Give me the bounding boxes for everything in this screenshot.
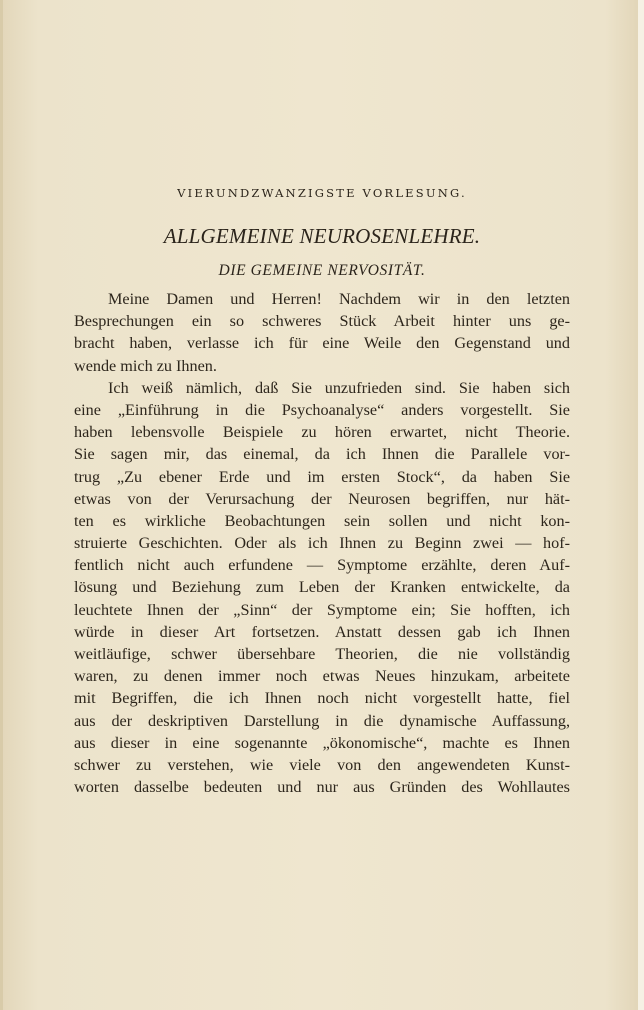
text-line: eine „Einführung in die Psychoanalyse“ anders vorgestellt. Sie <box>74 400 570 419</box>
chapter-title: ALLGEMEINE NEUROSENLEHRE. <box>163 224 481 248</box>
text-line: trug „Zu ebener Erde und im ersten Stock“, da haben Sie <box>74 467 570 486</box>
text-line: etwas von der Verursachung der Neurosen begriffen, nur hät- <box>74 489 570 508</box>
text-line: Ich weiß nämlich, daß Sie unzufrieden sind. Sie haben sich <box>108 378 570 397</box>
text-line: Sie sagen mir, das einemal, da ich Ihnen die Parallele vor- <box>74 445 570 464</box>
text-line: wende mich zu Ihnen. <box>74 356 217 375</box>
text-line: mit Begriffen, die ich Ihnen noch nicht vorgestellt hatte, fiel <box>74 689 570 708</box>
text-line: ten es wirkliche Beobachtungen sein sollen und nicht kon- <box>74 511 570 530</box>
text-line: würde in dieser Art fortsetzen. Anstatt dessen gab ich Ihnen <box>74 622 570 641</box>
text-line: struierte Geschichten. Oder als ich Ihnen zu Beginn zwei — hof- <box>74 534 570 553</box>
text-line: weitläufige, schwer übersehbare Theorien, die nie vollständig <box>74 645 570 663</box>
page-left-edge <box>0 0 3 1010</box>
text-line: leuchtete Ihnen der „Sinn“ der Symptome ein; Sie hofften, ich <box>74 600 570 619</box>
text-line: aus dieser in eine sogenannte „ökonomische“, machte es Ihnen <box>74 733 570 752</box>
text-line: schwer zu verstehen, wie viele von den angewendeten Kunst- <box>74 755 570 774</box>
body-text <box>74 288 570 798</box>
running-head: VIERUNDZWANZIGSTE VORLESUNG. <box>177 186 467 200</box>
chapter-subtitle: DIE GEMEINE NERVOSITÄT. <box>218 262 426 279</box>
text-line: aus der deskriptiven Darstellung in die dynamische Auffassung, <box>74 711 570 730</box>
text-line: worten dasselbe bedeuten und nur aus Gründen des Wohllautes <box>74 778 570 797</box>
page-right-edge <box>638 0 644 1010</box>
text-line: lösung und Beziehung zum Leben der Kranken entwickelte, da <box>74 578 570 597</box>
text-line: fentlich nicht auch erfundene — Symptome erzählte, deren Auf- <box>74 556 570 575</box>
text-line: Meine Damen und Herren! Nachdem wir in den letzten <box>108 290 570 308</box>
text-line: Besprechungen ein so schweres Stück Arbeit hinter uns ge- <box>74 312 570 331</box>
text-line: bracht haben, verlasse ich für eine Weile den Gegenstand und <box>74 334 570 353</box>
text-line: waren, zu denen immer noch etwas Neues hinzukam, arbeitete <box>74 667 570 686</box>
text-line: haben lebensvolle Beispiele zu hören erwartet, nicht Theorie. <box>74 423 570 442</box>
